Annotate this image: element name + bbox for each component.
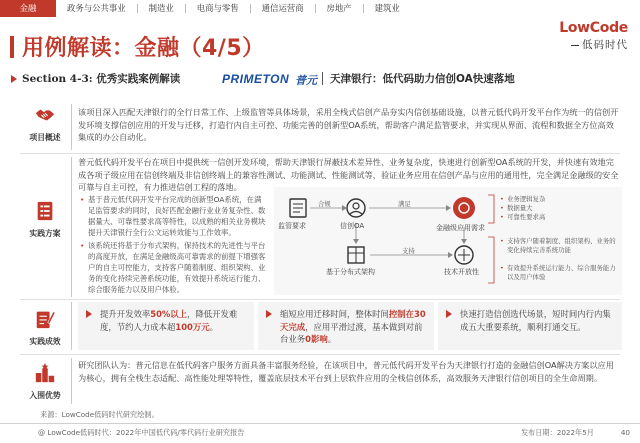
card-highlight: 100万元 xyxy=(175,321,210,332)
card-text: 。 xyxy=(209,321,218,332)
nav-tab-finance[interactable]: 金融 xyxy=(0,0,56,17)
node-arch: 基于分布式架构 xyxy=(326,268,375,276)
nav-tab-real-estate[interactable]: 房地产 xyxy=(326,3,352,13)
nav-tab-government[interactable]: 政务与公共事业 xyxy=(67,3,126,13)
section-divider xyxy=(322,72,323,85)
overview-divider xyxy=(71,104,72,150)
card-marker-icon xyxy=(86,310,92,318)
solution-bullet: • 该系统还将基于分布式架构，保持技术的先进性与平台的高度开放，在满足金融级高可靠需求的前提下增强客户的自主可控能力，支持客户随着制度、组织架构、业务的变化持续完善系统功能，有效提升系统运行能力、综合服务能力以及用户体验。 xyxy=(80,240,266,295)
right-bullet-top: • 可靠性要求高 xyxy=(500,213,545,222)
card-marker-icon xyxy=(446,310,452,318)
footer-publish-date: 发布日期：2022年5月 xyxy=(520,428,594,437)
section-name: 优秀实践案例解读 xyxy=(96,73,181,85)
top-nav xyxy=(0,0,640,17)
card-text: 快速打造信创选代场景，短时间内行内集成五大重要系统，顺利打通交互。 xyxy=(460,309,611,332)
solution-bullet: • 基于普元低代码开发平台完成的创新型OA系统，在满足监管要求的同时，良好匹配金融行业业务复杂性、数据量大、可靠性要求高等特性，以成熟的相关业务模块提升天津银行全行公文运转效能与工作效率。 xyxy=(80,194,266,238)
section-marker-icon xyxy=(11,75,17,83)
title-accent-bar xyxy=(10,36,14,58)
podium-icon xyxy=(34,362,56,384)
primeton-logo-cn: 普元 xyxy=(295,74,317,87)
solution-divider xyxy=(71,157,72,297)
card-text: ，应用平滑过渡，基本做到对前台业务 xyxy=(280,321,423,344)
results-row-icon xyxy=(20,308,70,347)
card-highlight: 控制在30天完成 xyxy=(280,309,426,332)
results-label: 实践成效 xyxy=(29,337,61,346)
overview-label: 项目概述 xyxy=(29,133,61,142)
nav-tab-manufacturing[interactable]: 制造业 xyxy=(148,3,174,13)
advantage-label: 入围优势 xyxy=(29,391,61,400)
row-separator xyxy=(20,299,620,300)
overview-row-icon xyxy=(20,104,70,143)
logo-wordmark: LowCode xyxy=(559,20,628,36)
result-card-efficiency xyxy=(78,302,254,350)
edge-label-satisfy: 满足 xyxy=(398,200,411,208)
architecture-diagram xyxy=(274,187,622,295)
solution-label: 实践方案 xyxy=(29,229,61,238)
node-tech: 技术开放性 xyxy=(444,268,479,276)
result-card-integration xyxy=(438,302,622,350)
source-note: 来源：LowCode低码时代研究绘制。 xyxy=(40,410,159,419)
footer-divider xyxy=(0,423,640,424)
edge-label-fit: 合规 xyxy=(318,200,331,208)
advantage-text: 研究团队认为：普元信息在低代码客户服务方面具备丰富服务经验，在该项目中，普元低代码开发平台为天津银行打造的金融信创OA解决方案以应用为核心，拥有全栈生态适配、高性能处理等特性，覆盖底层技术平台到上层软件应用的全栈信创体系，高效服务天津银行信创项目的全生命周期。 xyxy=(78,360,614,383)
nav-tab-telecom[interactable]: 通信运营商 xyxy=(261,3,304,13)
card-text: ，降低开发难度，节约人力成本超 xyxy=(100,309,238,332)
right-bullet-top: • 数据量大 xyxy=(500,204,533,213)
solution-text: 普元低代码开发平台在项目中提供统一信创开发环境，帮助天津银行屏蔽技术差异性、业务复杂度，快速进行创新型OA系统的开发，并快速有效地完成各项子级应用在信创终端及非信创终端上的兼容性测试、功能测试、性能测试等，验证业务应用在信创产品与应用的通用性，完全满足金融级的安全可靠与自主可控，有力推进信创工程的落地。 xyxy=(78,157,619,192)
right-bullet-bottom: • 有效提升系统运行能力、综合服务能力以及用户体验 xyxy=(500,264,618,282)
overview-text: 该项目深入匹配天津银行的全行日常工作、上级监管等具体场景，采用全栈式信创产品夯实内信创基础设施，以普元低代码开发平台作为统一的信创开发环境支撑信创应用的开发与迁移，打造行内自主可控、功能完善的创新型OA系统，帮助客户满足监管要求，并实现从界面、流程和数据全方位高效集成的办公自动化。 xyxy=(78,107,619,142)
footer-report-title: @ LowCode低码时代：2022年中国低代码/零代码行业研究报告 xyxy=(38,428,245,437)
handshake-icon xyxy=(34,104,56,126)
pen-document-icon xyxy=(34,308,56,330)
lowcode-logo xyxy=(552,20,628,56)
primeton-logo: PRIMETON xyxy=(222,72,290,86)
advantage-divider xyxy=(71,358,72,404)
right-bullet-bottom: • 支持客户随着制度、组织架构、业务的变化持续完善系统功能 xyxy=(500,237,618,255)
page-title: 用例解读：金融（4/5） xyxy=(22,36,265,61)
solution-row-icon xyxy=(20,200,70,239)
document-list-icon xyxy=(34,200,56,222)
result-card-migration xyxy=(258,302,434,350)
row-separator xyxy=(20,153,620,154)
nav-tab-ecommerce[interactable]: 电商与零售 xyxy=(196,3,239,13)
card-text: 。 xyxy=(327,334,337,344)
results-divider xyxy=(71,302,72,350)
node-oa: 信创OA xyxy=(340,222,365,230)
advantage-row-icon xyxy=(20,362,70,401)
right-bullet-top: • 业务逻辑复杂 xyxy=(500,195,545,204)
section-header xyxy=(0,68,640,90)
card-text: 缩短应用迁移时间，整体时间 xyxy=(280,309,389,319)
section-label xyxy=(22,71,180,86)
card-text: 提升开发效率 xyxy=(100,309,151,319)
row-separator xyxy=(20,354,620,355)
edge-label-support: 支持 xyxy=(402,247,415,255)
card-highlight: 50%以上 xyxy=(150,309,188,319)
logo-subtitle: 低码时代 xyxy=(552,37,628,52)
node-regulation: 监管要求 xyxy=(278,222,306,230)
page-number: 40 xyxy=(620,428,630,437)
nav-tab-construction[interactable]: 建筑业 xyxy=(374,3,400,13)
node-solution: 金融级应用需求 xyxy=(436,224,485,232)
section-subtitle: 天津银行：低代码助力信创OA快速落地 xyxy=(330,73,515,85)
card-highlight: 0影响 xyxy=(305,334,328,344)
finance-solution-icon xyxy=(453,197,475,219)
section-code: Section 4-3: xyxy=(22,73,93,85)
card-marker-icon xyxy=(266,310,272,318)
